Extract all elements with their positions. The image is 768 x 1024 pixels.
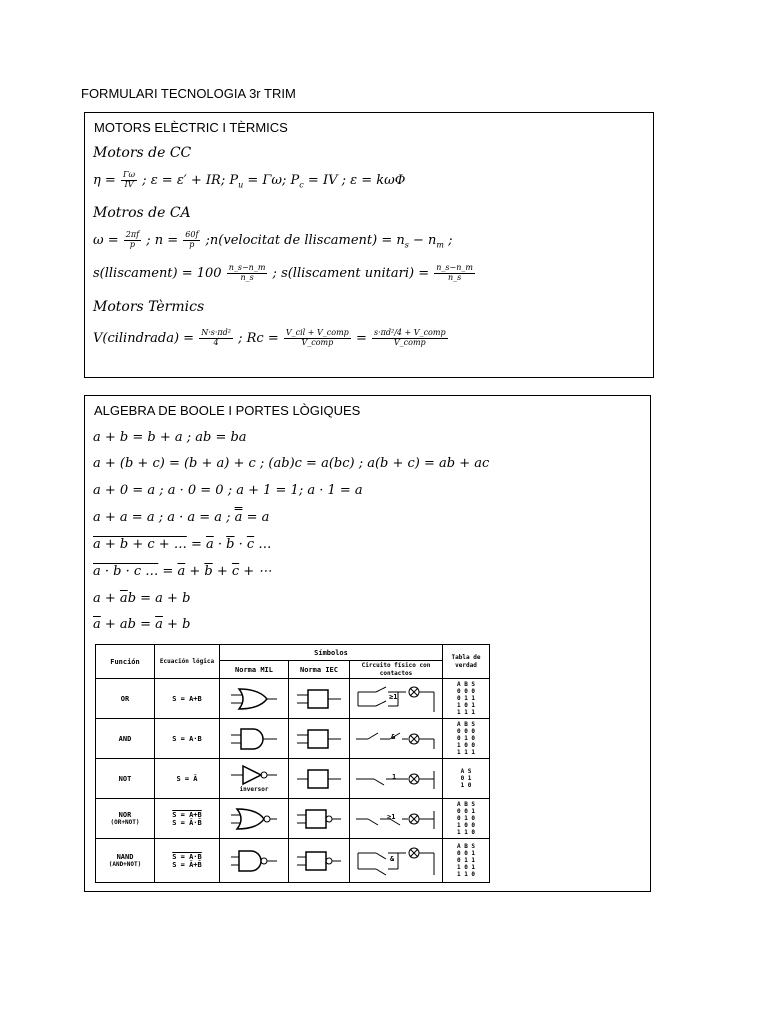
boole-line-6: a · b · c … = $\overline{a} + \overline{b} + \overline{c}$ + ⋯ bbox=[93, 564, 272, 579]
fn-cell: NOT bbox=[96, 759, 155, 799]
col-ecuacion: Ecuación lógica bbox=[155, 645, 220, 679]
iec-cell bbox=[289, 759, 350, 799]
mil-cell bbox=[220, 759, 289, 799]
iec-label-and: & bbox=[391, 733, 396, 741]
table-row bbox=[96, 759, 490, 799]
nor-iec-icon bbox=[295, 806, 343, 832]
col-mil: Norma MIL bbox=[220, 661, 289, 679]
nor-circuit-icon bbox=[354, 807, 438, 831]
table-row bbox=[96, 719, 490, 759]
nor-gate-icon bbox=[229, 806, 279, 832]
mil-cell bbox=[220, 839, 289, 883]
and-iec-icon bbox=[295, 726, 343, 752]
eq-cell: S = A·B bbox=[155, 719, 220, 759]
boole-line-1: a + b = b + a ; ab = ba bbox=[93, 430, 247, 445]
mil-cell bbox=[220, 799, 289, 839]
iec-cell bbox=[289, 679, 350, 719]
boole-section bbox=[84, 395, 651, 892]
table-row bbox=[96, 679, 490, 719]
fn-cell: NAND (AND+NOT) bbox=[96, 839, 155, 883]
thermal-formula: V(cilindrada) = $\frac{\text{N·s·πd²}}{4}$ ; Rc = $\frac{\text{V\_cil + V\_comp}}{\text{V\_comp}}$ = $\frac{\text{s·πd²/4 + V\_comp}}{\text{V\_comp}}$ bbox=[93, 328, 446, 347]
circuit-cell bbox=[350, 799, 443, 839]
table-row bbox=[96, 839, 490, 883]
boole-line-7: $a + \overline{a}b = a + b$ bbox=[93, 591, 191, 606]
col-funcion: Función bbox=[96, 645, 155, 679]
cc-title: Motors de CC bbox=[93, 145, 192, 161]
and-gate-icon bbox=[229, 726, 279, 752]
nand-circuit-icon bbox=[354, 845, 438, 877]
mil-cell bbox=[220, 719, 289, 759]
col-simbolos: Símbolos bbox=[220, 645, 443, 661]
iec-label-not: 1 bbox=[392, 773, 397, 781]
slip-formula: s(lliscament) = 100 $\frac{n\_s-n\_m}{n\_s}$ ; s(lliscament unitari) = $\frac{n\_s-n\_m}{n\_s}$ bbox=[93, 263, 473, 282]
motors-heading: MOTORS ELÈCTRIC I TÈRMICS bbox=[94, 120, 288, 135]
or-iec-icon bbox=[295, 686, 343, 712]
fn-cell: OR bbox=[96, 679, 155, 719]
thermal-title: Motors Tèrmics bbox=[93, 299, 205, 315]
document-title: FORMULARI TECNOLOGIA 3r TRIM bbox=[81, 86, 296, 101]
iec-cell bbox=[289, 839, 350, 883]
circuit-cell bbox=[350, 839, 443, 883]
boole-heading: ALGEBRA DE BOOLE I PORTES LÒGIQUES bbox=[94, 403, 361, 418]
iec-cell bbox=[289, 719, 350, 759]
not-iec-icon bbox=[295, 766, 343, 792]
boole-line-3: a + 0 = a ; a · 0 = 0 ; a + 1 = 1; a · 1 = a bbox=[93, 483, 363, 498]
eq-cell: S = A·B S = Ā+B̄ bbox=[155, 839, 220, 883]
iec-label-nand: & bbox=[390, 855, 395, 863]
logic-gates-table bbox=[95, 644, 490, 883]
mil-cell bbox=[220, 679, 289, 719]
nand-gate-icon bbox=[229, 848, 279, 874]
boole-line-5: a + b + c + … = $\overline{a} \cdot \overline{b} \cdot \overline{c}$ … bbox=[93, 537, 272, 552]
circuit-cell bbox=[350, 719, 443, 759]
iec-cell bbox=[289, 799, 350, 839]
motors-section bbox=[84, 112, 654, 378]
not-gate-icon bbox=[229, 764, 279, 786]
eq-cell: S = Ā bbox=[155, 759, 220, 799]
truth-cell: A B S 0 0 1 0 1 0 1 0 0 1 1 0 bbox=[443, 799, 490, 839]
truth-cell: A B S 0 0 1 0 1 1 1 0 1 1 1 0 bbox=[443, 839, 490, 883]
truth-cell: A B S 0 0 0 0 1 0 1 0 0 1 1 1 bbox=[443, 719, 490, 759]
truth-cell: A B S 0 0 0 0 1 1 1 0 1 1 1 1 bbox=[443, 679, 490, 719]
col-tabla: Tabla de verdad bbox=[443, 645, 490, 679]
series-circuit-icon bbox=[354, 727, 438, 751]
eq-cell: S = A+B S = Ā·B̄ bbox=[155, 799, 220, 839]
col-iec: Norma IEC bbox=[289, 661, 350, 679]
nand-iec-icon bbox=[295, 848, 343, 874]
ca-formula: ω = $\frac{2\pi f}{p}$ ; n = $\frac{60f}{p}$ ;n(velocitat de lliscament) = $n_s - n_m$ ; bbox=[93, 230, 453, 250]
eq-cell: S = A+B bbox=[155, 679, 220, 719]
ca-title: Motros de CA bbox=[93, 205, 191, 221]
truth-cell: A S 0 1 1 0 bbox=[443, 759, 490, 799]
boole-line-4: a + a = a ; a · a = a ; a = a bbox=[93, 510, 270, 525]
col-circuito: Circuito físico con contactos bbox=[350, 661, 443, 679]
or-gate-icon bbox=[229, 686, 279, 712]
iec-label-or: ≥1 bbox=[389, 693, 398, 701]
iec-label-nor: ≥1 bbox=[387, 813, 396, 821]
cc-formula: η = $\frac{\Gamma\omega}{IV}$ ; ε = ε′ + IR; $P_u = \Gamma\omega$; $P_c$ = IV ; ε = kωΦ bbox=[93, 170, 406, 190]
inversor-label: inversor bbox=[239, 785, 269, 793]
boole-line-8: $\overline{a}$ + ab = $\overline{a} + b$ bbox=[93, 617, 191, 632]
table-row bbox=[96, 799, 490, 839]
fn-cell: AND bbox=[96, 719, 155, 759]
fn-cell: NOR (OR+NOT) bbox=[96, 799, 155, 839]
boole-line-2: a + (b + c) = (b + a) + c ; (ab)c = a(bc) ; a(b + c) = ab + ac bbox=[93, 456, 490, 471]
